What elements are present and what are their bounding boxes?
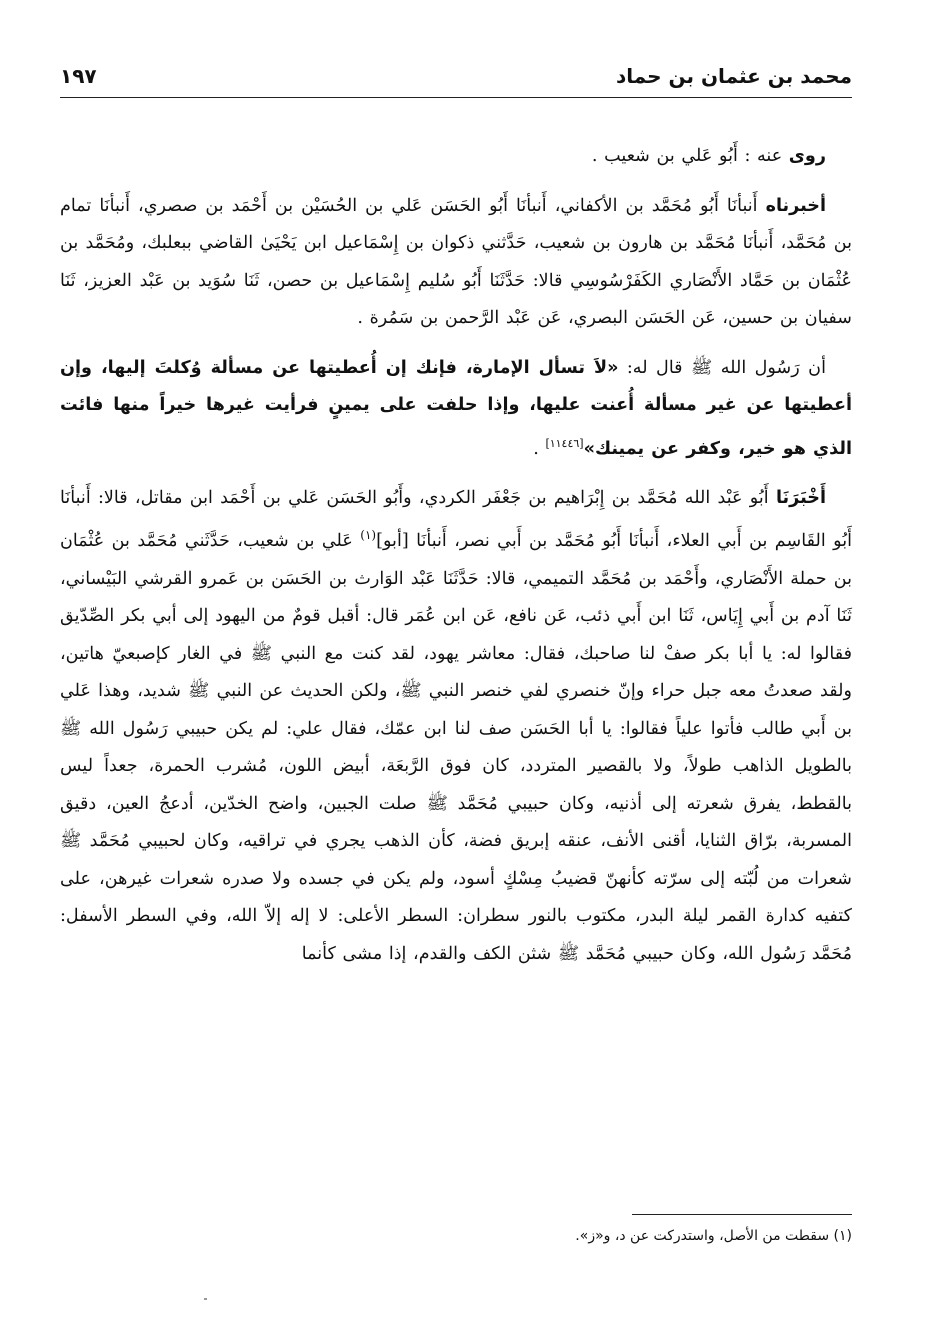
- footnote-divider: [632, 1214, 852, 1215]
- footnote: (١) سقطت من الأصل، واستدركت عن د، و«ز».: [575, 1228, 852, 1244]
- paragraph-narrator: [60, 138, 852, 176]
- paragraph-text-a: أَبُو عَبْد الله مُحَمَّد بن إِبْرَاهيم بن جَعْفَر الكردي، وأَبُو الحَسَن عَلي بن أَحْمَد ابن مقاتل، قالا: أَنبأنَا أَبُو القَاسِم بن أَبي العلاء، أَنبأنَا أَبُو مُحَمَّد بن أَبي نصر، أَنبأنَا [أبو]: [60, 487, 853, 552]
- hadith-tail: .: [533, 438, 546, 459]
- footnote-marker: (١): [360, 528, 377, 543]
- keyword-akhbarana: أَخْبَرَنَا: [775, 487, 826, 508]
- paragraph-text-b: عَلي بن شعيب، حَدَّثَني مُحَمَّد بن عُثْمَان بن حملة الأَنْصَاري، وأَحْمَد بن مُحَمَّد التميمي، قالا: حَدَّثَنَا عَبْد الوَارث بن الحَسَن بن عَمرو القرشي البَيْساني، ثَنَا آدم بن أَبي إِيَاس، ثَنَا ابن أَبي ذئب، عَن نافع، عَن ابن عُمَر قال: أقبل قومٌ من اليهود إلى أبي بكر الصِّدّيق فقالوا له: يا أبا بكر صفْ لنا صاحبك، فقال: معاشر يهود، لقد كنت مع النبي ﷺ في الغار كإصبعيّ هاتين، ولقد صعدتُ معه جبل حراء وإنّ خنصري لفي خنصر النبي ﷺ، ولكن الحديث عن النبي ﷺ شديد، وهذا عَلي بن أَبي طالب فأتوا علياً فقالوا: يا أبا الحَسَن صف لنا ابن عمّك، فقال علي: لم يكن حبيبي رَسُول الله ﷺ بالطويل الذاهب طولاً، ولا بالقصير المتردد، كان فوق الرَّبعَة، أبيض اللون، مُشرب الحمرة، جعداً ليس بالقطط، يفرق شعرته إلى أذنيه، وكان حبيبي مُحَمَّد ﷺ صلت الجبين، واضح الخدّين، أدعجُ العين، دقيق المسربة، برّاق الثنايا، أقنى الأنف، عنقه إبريق فضة، كأن الذهب يجري في تراقيه، وكان لحبيبي مُحَمَّد ﷺ شعرات من لُبّته إلى سرّته كأنهنّ قضيبُ مِسْكٍ أسود، ولم يكن في جسده ولا صدره شعرات غيرهن، على كتفيه كدارة القمر ليلة البدر، مكتوب بالنور سطران: السطر الأعلى: لا إله إلاّ الله، وفي السطر الأسفل: مُحَمَّد رَسُول الله، وكان حبيبي مُحَمَّد ﷺ شثن الكف والقدم، إذا مشى كأنما: [60, 531, 852, 964]
- paragraph-text: أَنبأنَا أَبُو مُحَمَّد بن الأكفاني، أَنبأنَا أَبُو الحَسَن عَلي بن الحُسَيْن بن أَحْمَد بن صصري، أَنبأنَا تمام بن مُحَمَّد، أَنبأنَا مُحَمَّد بن هارون بن شعيب، حَدَّثني ذكوان بن إِسْمَاعيل ابن يَحْيَىٰ القاضي ببعلبك، ومُحَمَّد بن عُثْمَان بن حَمَّاد الأَنْصَاري الكَفَرْسُوسِي قالا: حَدَّثَنَا أَبُو سُليم إِسْمَاعيل بن حصن، ثَنَا سُوَيد بن عَبْد العزيز، ثَنَا سفيان بن حسين، عَن الحَسَن البصري، عَن عَبْد الرَّحمن بن سَمُرة .: [60, 195, 852, 328]
- running-header: [60, 58, 852, 98]
- header-title: محمد بن عثمان بن حماد: [615, 64, 852, 88]
- hadith-text: «لاَ تسأل الإمارة، فإنك إن أُعطيتها عن مسألة وُكلتَ إليها، وإن أعطيتها عن غير مسألة أُعنت عليها، وإذا حلفت على يمينٍ فرأيت غيرها خيراً منها فائت الذي هو خير، وكفر عن يمينك»: [60, 357, 852, 459]
- main-text: [60, 138, 852, 973]
- keyword-rawa: روى: [788, 146, 826, 166]
- keyword-akhbaranah: أخبرناه: [765, 195, 826, 216]
- header-divider: [60, 97, 852, 98]
- paragraph-hadith: [60, 350, 852, 468]
- paragraph-isnad: [60, 188, 852, 338]
- paragraph-text: عنه : أَبُو عَلي بن شعيب .: [591, 146, 789, 166]
- hadith-reference-number: [١١٤٤٦]: [545, 436, 584, 450]
- hadith-lead: أن رَسُول الله ﷺ قال له:: [618, 357, 826, 378]
- scan-speck: [204, 1298, 207, 1300]
- page-number: ١٩٧: [60, 64, 97, 88]
- paragraph-narration: [60, 480, 852, 973]
